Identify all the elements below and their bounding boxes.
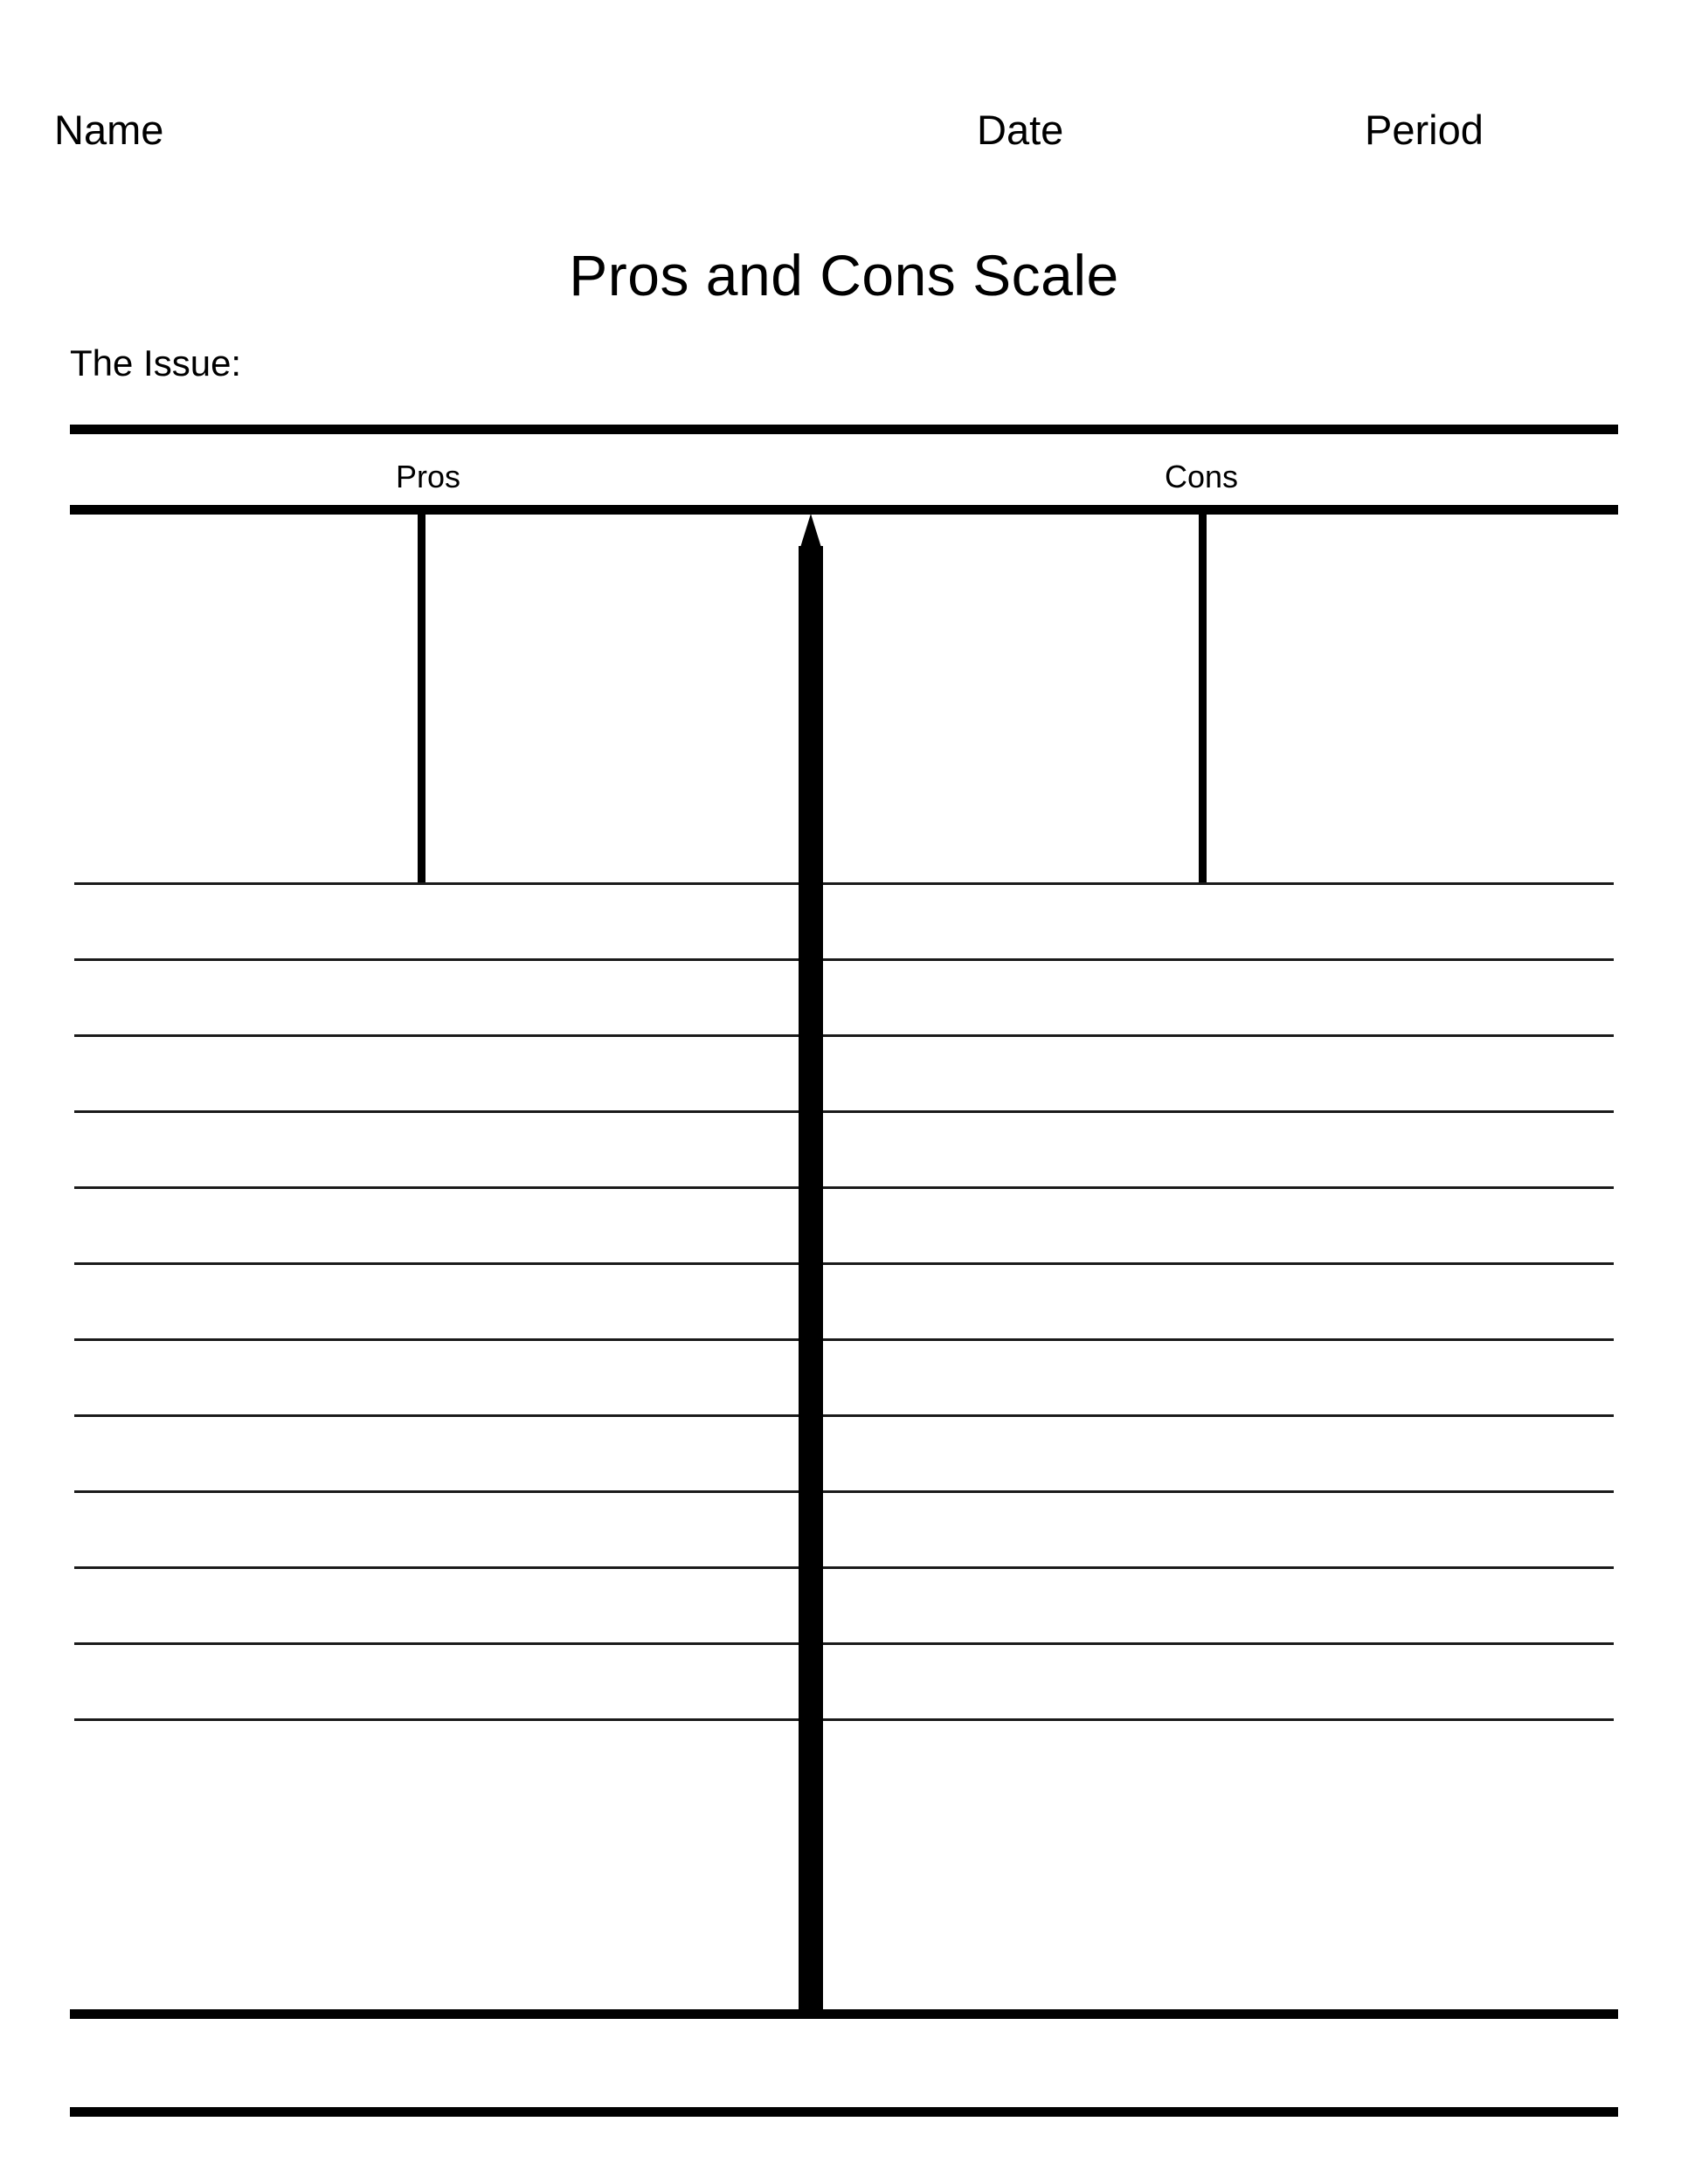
period-label: Period: [1365, 107, 1484, 153]
ruled-line: [74, 958, 1614, 961]
issue-label: The Issue:: [70, 342, 242, 384]
ruled-line: [74, 882, 1614, 885]
ruled-line: [74, 1566, 1614, 1569]
ruled-line: [74, 1490, 1614, 1493]
ruled-line: [74, 1186, 1614, 1189]
divider-top-outer: [70, 425, 1618, 434]
header-row: [0, 105, 1688, 166]
ruled-line: [74, 1338, 1614, 1341]
ruled-line: [74, 1414, 1614, 1417]
column-header-pros: Pros: [395, 459, 461, 494]
column-header-cons: Cons: [1164, 459, 1239, 494]
name-label: Name: [54, 107, 164, 153]
ruled-line: [74, 1718, 1614, 1721]
ruled-line: [74, 1110, 1614, 1113]
ruled-line: [74, 1642, 1614, 1645]
ruled-line: [74, 1262, 1614, 1265]
scale-hanger-left: [418, 514, 425, 885]
page-title: Pros and Cons Scale: [569, 243, 1119, 308]
divider-bottom-outer: [70, 2107, 1618, 2117]
date-label: Date: [977, 107, 1064, 153]
divider-bottom-inner: [70, 2009, 1618, 2019]
divider-top-inner: [70, 505, 1618, 515]
scale-needle-shaft: [799, 546, 823, 2015]
ruled-line: [74, 1034, 1614, 1037]
scale-hanger-right: [1199, 514, 1207, 885]
